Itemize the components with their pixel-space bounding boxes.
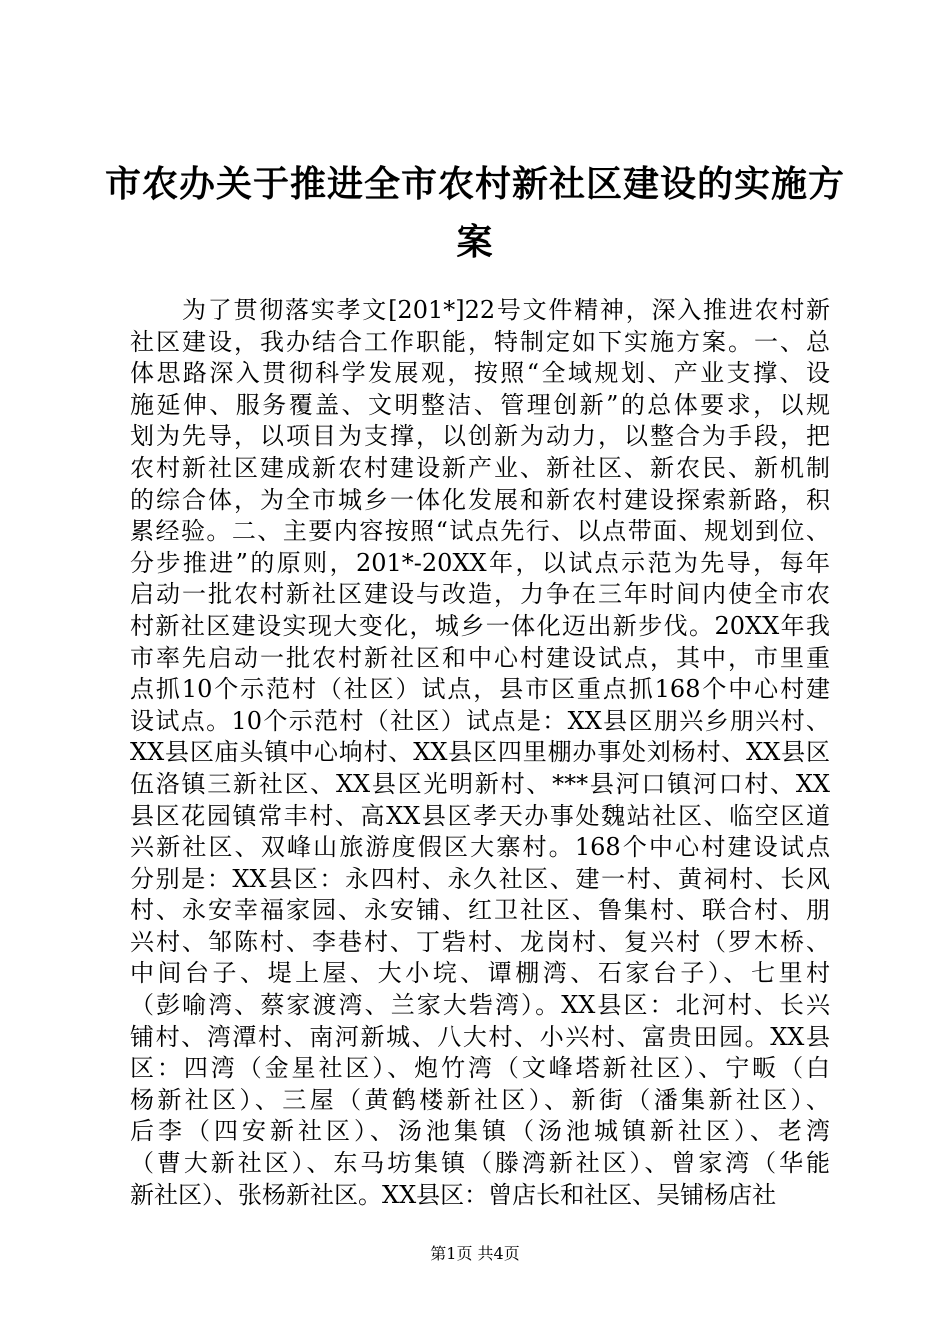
body-line: 的综合体，为全市城乡一体化发展和新农村建设探索新路，积	[130, 485, 830, 514]
body-line: （彭喻湾、蔡家渡湾、兰家大砦湾）。XX县区：北河村、长兴	[130, 991, 830, 1020]
body-line: 兴新社区、双峰山旅游度假区大寨村。168个中心村建设试点	[130, 833, 830, 862]
body-line: 兴村、邹陈村、李巷村、丁砦村、龙岗村、复兴村（罗木桥、	[130, 927, 830, 956]
body-line: 杨新社区）、三屋（黄鹤楼新社区）、新街（潘集新社区）、	[130, 1085, 830, 1114]
body-line: 新社区）、张杨新社区。XX县区：曾店长和社区、吴铺杨店社	[130, 1180, 777, 1209]
body-line: 后李（四安新社区）、汤池集镇（汤池城镇新社区）、老湾	[130, 1117, 830, 1146]
page-footer: 第1页 共4页	[430, 1244, 520, 1263]
body-line: 村、永安幸福家园、永安铺、红卫社区、鲁集村、联合村、朋	[130, 896, 830, 925]
body-line: XX县区庙头镇中心垧村、XX县区四里棚办事处刘杨村、XX县区	[130, 738, 830, 767]
body-line: 施延伸、服务覆盖、文明整洁、管理创新”的总体要求，以规	[130, 390, 830, 419]
document-body	[130, 295, 830, 1211]
body-line: 为了贯彻落实孝文[201*]22号文件精神，深入推进农村新	[182, 296, 830, 324]
document-title-line-1: 市农办关于推进全市农村新社区建设的实施方	[104, 163, 845, 205]
body-line: 设试点。10个示范村（社区）试点是：XX县区朋兴乡朋兴村、	[130, 706, 830, 735]
body-line: 累经验。二、主要内容按照“试点先行、以点带面、规划到位、	[130, 517, 830, 546]
body-line: 分别是：XX县区：永四村、永久社区、建一村、黄祠村、长风	[130, 864, 830, 893]
body-line: 点抓10个示范村（社区）试点，县市区重点抓168个中心村建	[130, 675, 830, 704]
body-line: （曹大新社区）、东马坊集镇（滕湾新社区）、曾家湾（华能	[130, 1149, 830, 1178]
body-line: 启动一批农村新社区建设与改造，力争在三年时间内使全市农	[130, 580, 830, 609]
body-line: 社区建设，我办结合工作职能，特制定如下实施方案。一、总	[130, 327, 830, 356]
body-line: 分步推进”的原则，201*-20XX年，以试点示范为先导，每年	[130, 548, 830, 577]
body-line: 伍洛镇三新社区、XX县区光明新村、***县河口镇河口村、XX	[130, 769, 830, 798]
body-line: 铺村、湾潭村、南河新城、八大村、小兴村、富贵田园。XX县	[130, 1022, 830, 1051]
body-line: 划为先导，以项目为支撑，以创新为动力，以整合为手段，把	[130, 422, 830, 451]
body-line: 市率先启动一批农村新社区和中心村建设试点，其中，市里重	[130, 643, 830, 672]
body-line: 县区花园镇常丰村、高XX县区孝天办事处魏站社区、临空区道	[130, 801, 830, 830]
body-line: 农村新社区建成新农村建设新产业、新社区、新农民、新机制	[130, 453, 830, 482]
body-line: 村新社区建设实现大变化，城乡一体化迈出新步伐。20XX年我	[130, 611, 830, 640]
document-title-line-2: 案	[456, 221, 494, 263]
body-line: 中间台子、堤上屋、大小垸、谭棚湾、石家台子）、七里村	[130, 959, 830, 988]
body-line: 体思路深入贯彻科学发展观，按照“全域规划、产业支撑、设	[130, 359, 830, 388]
body-line: 区：四湾（金星社区）、炮竹湾（文峰塔新社区）、宁畈（白	[130, 1054, 830, 1083]
